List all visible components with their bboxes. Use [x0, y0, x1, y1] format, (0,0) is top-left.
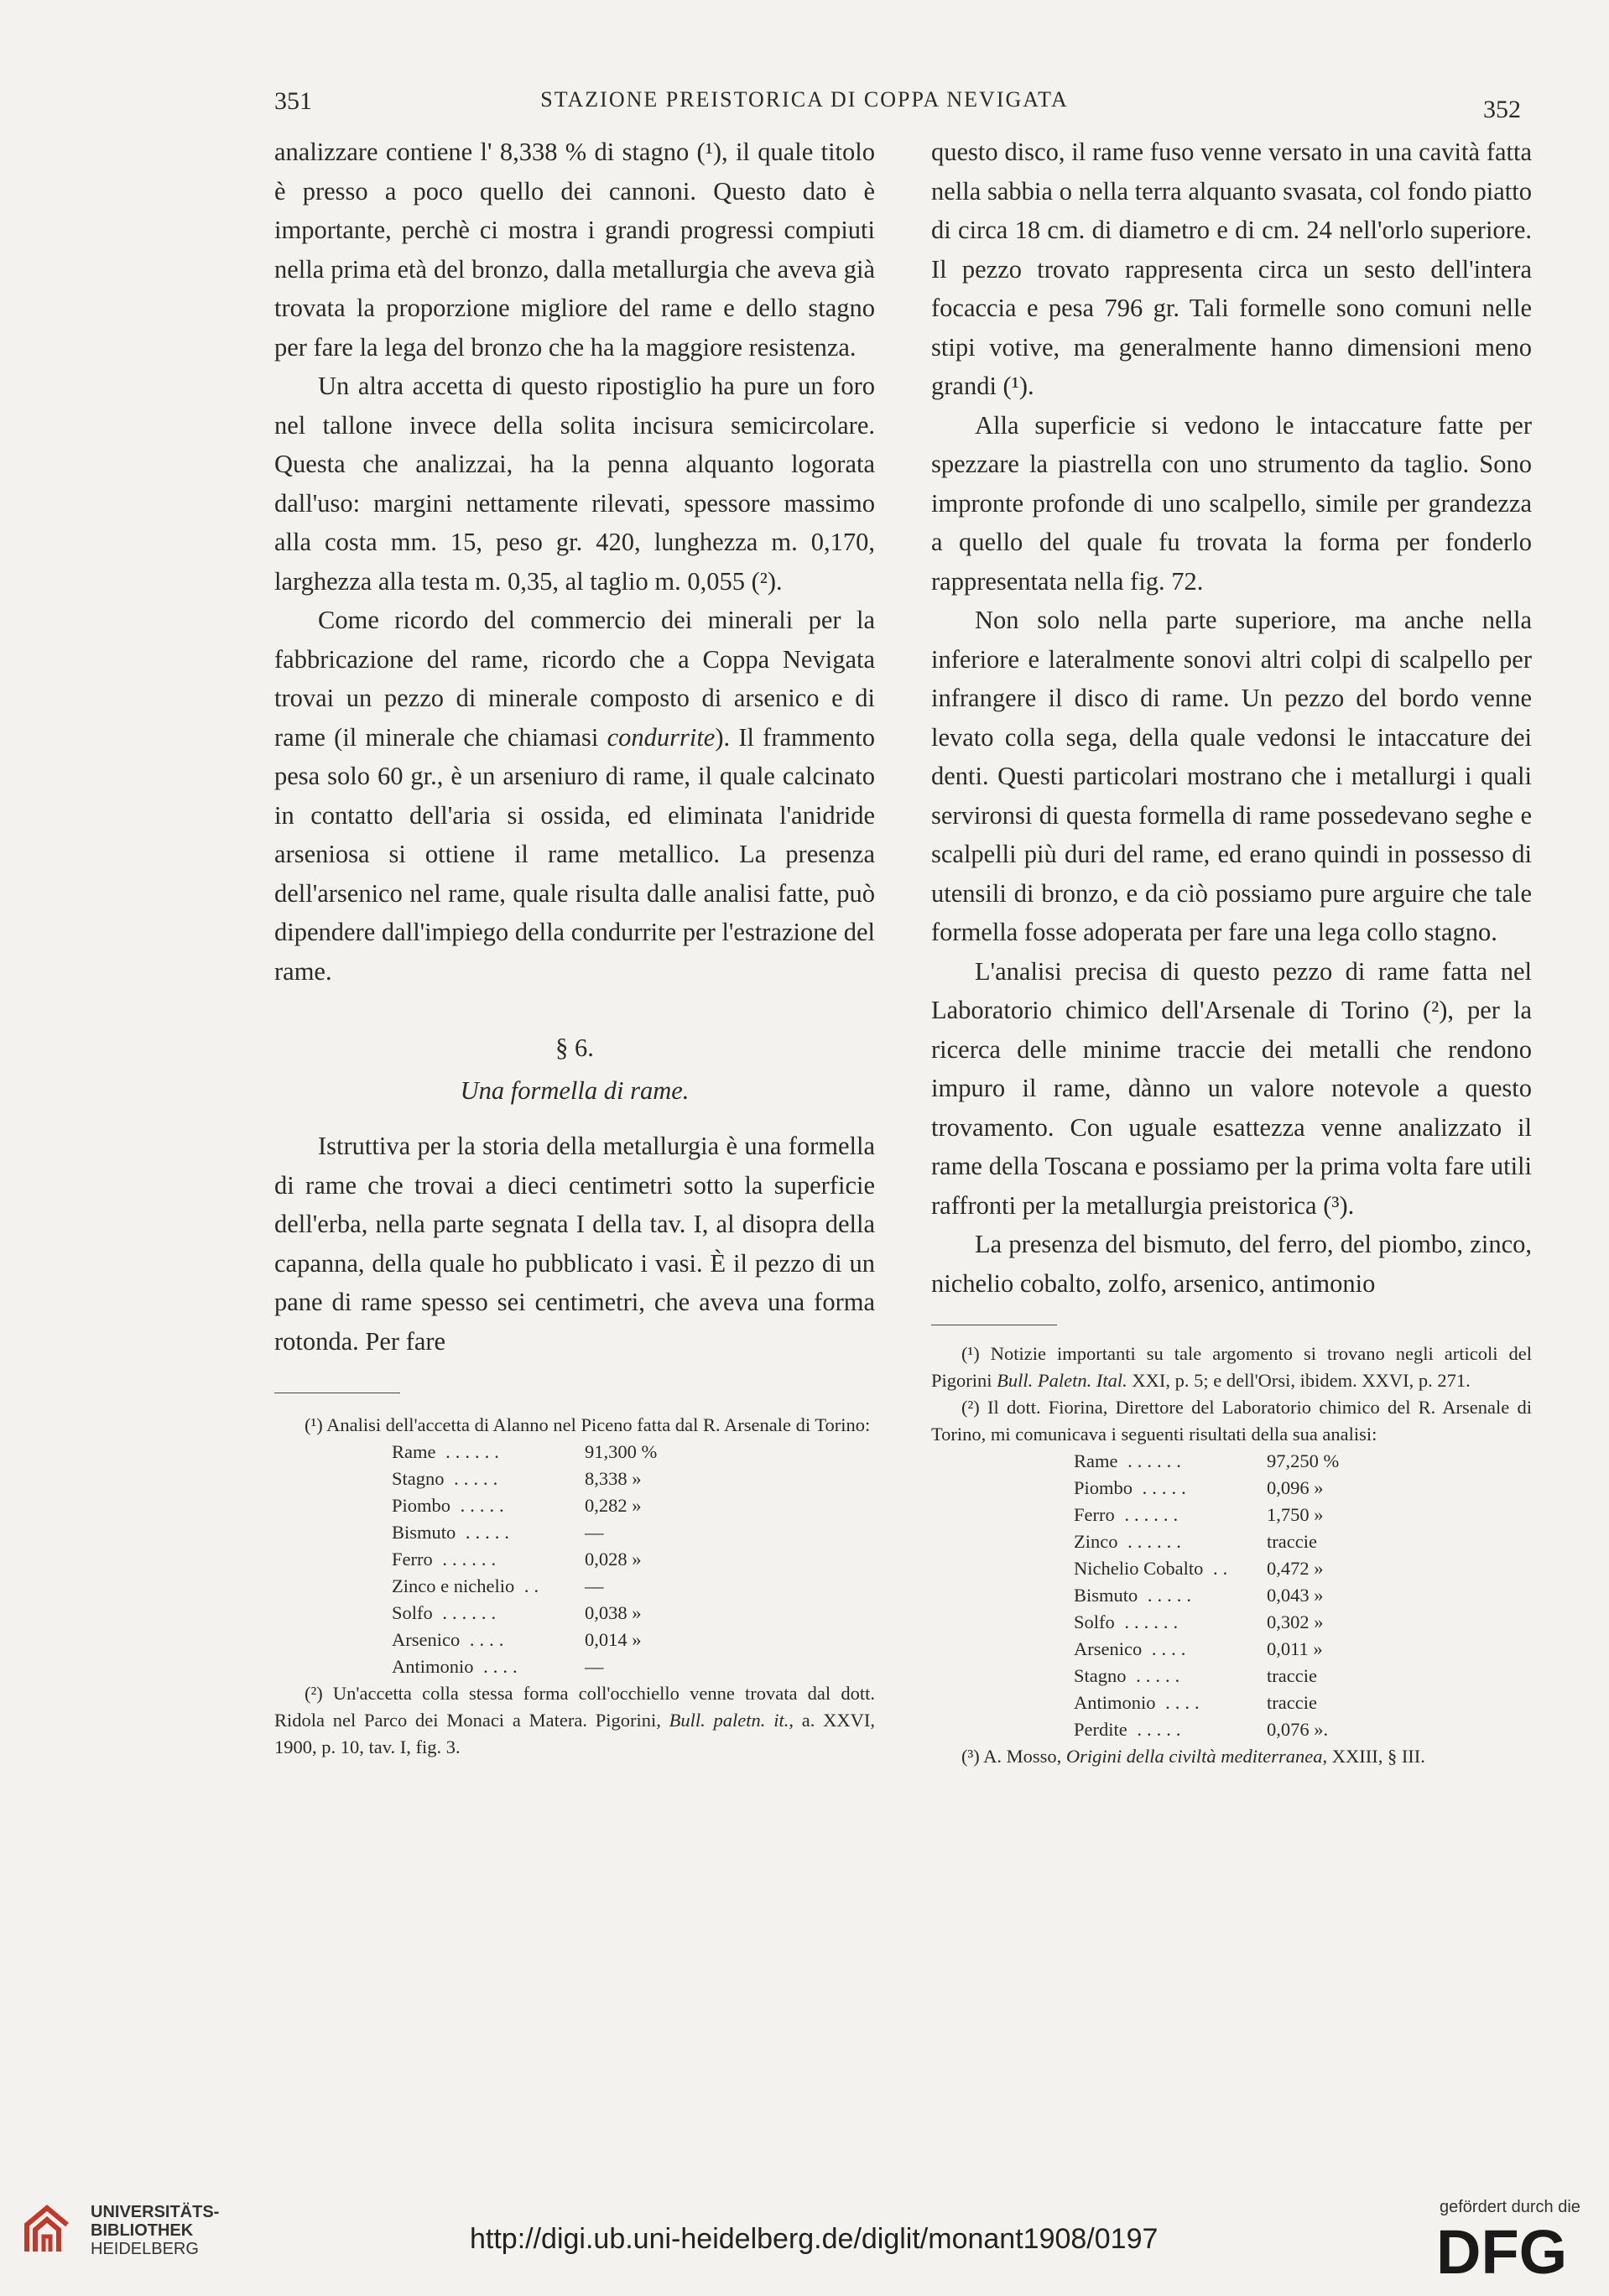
- analysis-row: [392, 1439, 694, 1466]
- right-paragraph-1: questo disco, il rame fuso venne versato in una cavità fatta nella sabbia o nella terra alquanto svasata, col fondo piatto di circa 18 cm. di diametro e di cm. 24 nell'orlo superiore. Il pezzo trovato rappresenta circa un sesto dell'intera focaccia e pesa 796 gr. Tali formelle sono comuni nelle stipi votive, ma generalmente hanno dimensioni meno grandi (¹).: [931, 138, 1532, 400]
- element-value: 0,096 »: [1267, 1477, 1324, 1498]
- element-name: [392, 1466, 578, 1492]
- running-title: STAZIONE PREISTORICA DI COPPA NEVIGATA: [540, 87, 1069, 112]
- leader-dots: ......: [1117, 1531, 1186, 1552]
- leader-dots: ......: [1114, 1611, 1184, 1632]
- footnote-1-intro: (¹) Analisi dell'accetta di Alanno nel Piceno fatta dal R. Arsenale di Torino:: [305, 1414, 871, 1435]
- element-value: traccie: [1267, 1692, 1317, 1713]
- analysis-row: [1074, 1448, 1376, 1475]
- footer-bar: [0, 2181, 1609, 2296]
- element-label: Rame: [392, 1441, 436, 1462]
- element-name: [1074, 1555, 1260, 1582]
- element-value: —: [585, 1522, 604, 1543]
- element-name: [1074, 1609, 1260, 1636]
- analysis-row: [392, 1573, 694, 1600]
- element-name: [1074, 1475, 1260, 1502]
- element-label: Antimonio: [392, 1656, 474, 1677]
- element-label: Piombo: [1074, 1477, 1133, 1498]
- analysis-row: [392, 1466, 694, 1492]
- element-value: —: [585, 1575, 604, 1596]
- right-footnotes: [931, 1341, 1532, 1770]
- footnote-r2-intro: (²) Il dott. Fiorina, Direttore del Laboratorio chimico del R. Arsenale di Torino, mi comunicava i seguenti risultati della sua analisi:: [931, 1397, 1532, 1445]
- element-value: 8,338 »: [585, 1468, 642, 1489]
- left-paragraph-1: analizzare contiene l' 8,338 % di stagno (¹), il quale titolo è presso a poco quello dei cannoni. Questo dato è importante, perchè ci mostra i grandi progressi compiuti nella prima età del bronzo, dalla metallurgia che aveva già trovata la proporzione migliore del rame e dello stagno per fare la lega del bronzo che ha la maggiore resistenza.: [274, 138, 875, 362]
- analysis-row: [1074, 1609, 1376, 1636]
- term-condurrite: condurrite: [607, 722, 716, 752]
- library-line-1: UNIVERSITÄTS-: [91, 2203, 220, 2221]
- element-value: 0,043 »: [1267, 1585, 1324, 1606]
- element-label: Arsenico: [1074, 1638, 1143, 1659]
- left-column: [274, 133, 875, 1761]
- element-label: Ferro: [392, 1549, 433, 1570]
- analysis-row: [392, 1519, 694, 1546]
- left-paragraph-3-a: Come ricordo del commercio dei minerali per la fabbricazione del rame, ricordo che a Coppa Nevigata trovai un pezzo di minerale composto di arsenico e di rame (il minerale che chiamasi: [274, 606, 875, 752]
- footnote-r1: [931, 1341, 1532, 1394]
- element-name: [392, 1600, 578, 1627]
- element-label: Bismuto: [392, 1522, 456, 1543]
- element-name: [1074, 1689, 1260, 1716]
- footnote-r1-b: XXI, p. 5; e dell'Orsi, ibidem. XXVI, p. 271.: [1127, 1370, 1471, 1391]
- leader-dots: ......: [1117, 1450, 1186, 1471]
- element-label: Ferro: [1074, 1504, 1115, 1525]
- leader-dots: .....: [444, 1468, 503, 1489]
- analysis-row: [1074, 1475, 1376, 1502]
- leader-dots: ......: [1114, 1504, 1184, 1525]
- element-value: 0,076 ».: [1267, 1719, 1329, 1740]
- section-title: Una formella di rame.: [460, 1076, 690, 1105]
- analysis-row: [1074, 1502, 1376, 1528]
- element-value: 0,472 »: [1267, 1558, 1324, 1579]
- analysis-row: [392, 1546, 694, 1573]
- element-value: 0,028 »: [585, 1549, 642, 1570]
- leader-dots: ......: [435, 1441, 504, 1462]
- element-name: [392, 1492, 578, 1519]
- running-header: [0, 84, 1609, 126]
- element-value: 0,011 »: [1267, 1638, 1323, 1659]
- element-label: Piombo: [392, 1495, 451, 1516]
- left-footnotes: [274, 1412, 875, 1761]
- leader-dots: ..: [514, 1575, 544, 1596]
- page-number-left: 351: [274, 87, 312, 115]
- left-paragraph-4: Istruttiva per la storia della metallurgia è una formella di rame che trovai a dieci centimetri sotto la superficie dell'erba, nella parte segnata I della tav. I, al disopra della capanna, della quale ho pubblicato i vasi. È il pezzo di un pane di rame spesso sei centimetri, che aveva una forma rotonda. Per fare: [274, 1132, 875, 1356]
- left-paragraph-2: Un altra accetta di questo ripostiglio ha pure un foro nel tallone invece della solita incisura semicircolare. Questa che analizzai, ha la penna alquanto logorata dall'uso: margini nettamente rilevati, spessore massimo alla costa mm. 15, peso gr. 420, lunghezza m. 0,170, larghezza alla testa m. 0,35, al taglio m. 0,055 (²).: [274, 372, 875, 596]
- element-label: Zinco e nichelio: [392, 1575, 515, 1596]
- footnote-r1-a: (¹) Notizie importanti su tale argomento si trovano negli articoli del Pigorini: [931, 1343, 1532, 1391]
- element-label: Perdite: [1074, 1719, 1127, 1740]
- element-value: traccie: [1267, 1665, 1317, 1686]
- element-label: Stagno: [1074, 1665, 1127, 1686]
- library-name: [91, 2203, 219, 2258]
- analysis-row: [1074, 1582, 1376, 1609]
- element-value: 0,038 »: [585, 1602, 642, 1623]
- leader-dots: .....: [450, 1495, 509, 1516]
- analysis-row: [392, 1627, 694, 1653]
- element-name: [1074, 1663, 1260, 1689]
- element-label: Solfo: [1074, 1611, 1115, 1632]
- analysis-row: [1074, 1636, 1376, 1663]
- library-logo-icon: [18, 2200, 76, 2260]
- leader-dots: ......: [432, 1549, 502, 1570]
- dfg-logo-icon: [1436, 2221, 1589, 2280]
- leader-dots: ..: [1203, 1558, 1233, 1579]
- element-label: Arsenico: [392, 1629, 461, 1650]
- element-name: [1074, 1502, 1260, 1528]
- analysis-row: [1074, 1689, 1376, 1716]
- leader-dots: ....: [460, 1629, 509, 1650]
- section-number: § 6.: [555, 1033, 594, 1062]
- analysis-row: [1074, 1528, 1376, 1555]
- analysis-table-alanno: [392, 1439, 694, 1680]
- right-paragraph-3: Non solo nella parte superiore, ma anche nella inferiore e lateralmente sonovi altri colpi di scalpello per infrangere il disco di rame. Un pezzo del bordo venne levato colla sega, della quale vedonsi le intaccature dei denti. Questi particolari mostrano che i metallurgi i quali servironsi di questa formella di rame possedevano seghe e scalpelli più duri del rame, ed erano quindi in possesso di utensili di bronzo, e da ciò possiamo pure arguire che tale formella fosse adoperata per fare una lega collo stagno.: [931, 606, 1532, 946]
- left-paragraph-3: [274, 601, 875, 991]
- element-name: [392, 1653, 578, 1680]
- element-value: 0,282 »: [585, 1495, 642, 1516]
- footnote-2-ref: Bull. paletn. it.: [669, 1710, 789, 1731]
- element-label: Zinco: [1074, 1531, 1118, 1552]
- analysis-row: [1074, 1716, 1376, 1743]
- right-paragraph-4: L'analisi precisa di questo pezzo di rame fatta nel Laboratorio chimico dell'Arsenale di Torino (²), per la ricerca delle minime traccie dei metalli che rendono impuro il rame, dànno un valore notevole a questo trovamento. Con uguale esattezza venne analizzato il rame della Toscana e possiamo per la prima volta fare utili raffronti per la metallurgia preistorica (³).: [931, 956, 1532, 1220]
- leader-dots: ....: [1142, 1638, 1191, 1659]
- left-paragraph-3-b: ). Il frammento pesa solo 60 gr., è un arseniuro di rame, il quale calcinato in contatto dell'aria si ossida, ed eliminata l'anidride arseniosa si ottiene il rame metallico. La presenza dell'arsenico nel rame, quale risulta dalle analisi fatte, può dipendere dall'impiego della condurrite per l'estrazione del rame.: [274, 722, 875, 986]
- element-value: 91,300 %: [585, 1441, 658, 1462]
- element-name: [1074, 1528, 1260, 1555]
- source-url-link[interactable]: http://digi.ub.uni-heidelberg.de/diglit/monant1908/0197: [470, 2223, 1159, 2255]
- leader-dots: .....: [1126, 1665, 1185, 1686]
- leader-dots: .....: [1127, 1719, 1186, 1740]
- footnote-2-a: (²) Un'accetta colla stessa forma coll'occhiello venne trovata dal dott. Ridola nel Parco dei Monaci a Matera. Pigorini,: [274, 1683, 875, 1731]
- footnote-r3: [931, 1743, 1532, 1770]
- analysis-table-formella: [1074, 1448, 1376, 1743]
- element-label: Rame: [1074, 1450, 1118, 1471]
- leader-dots: .....: [1138, 1585, 1197, 1606]
- sponsor-label: gefördert durch die: [1440, 2198, 1580, 2216]
- footnote-r3-a: (³) A. Mosso,: [961, 1746, 1066, 1767]
- leader-dots: ......: [432, 1602, 502, 1623]
- element-name: [1074, 1716, 1260, 1743]
- right-paragraph-2: Alla superficie si vedono le intaccature fatte per spezzare la piastrella con uno strumento da taglio. Sono impronte profonde di uno scalpello, simile per grandezza a quello del quale fu trovata la forma per fonderlo rappresentata nella fig. 72.: [931, 410, 1532, 596]
- element-label: Solfo: [392, 1602, 433, 1623]
- analysis-row: [1074, 1663, 1376, 1689]
- element-label: Antimonio: [1074, 1692, 1156, 1713]
- element-label: Nichelio Cobalto: [1074, 1558, 1204, 1579]
- element-name: [392, 1627, 578, 1653]
- element-value: 0,014 »: [585, 1629, 642, 1650]
- element-value: 0,302 »: [1267, 1611, 1324, 1632]
- leader-dots: .....: [456, 1522, 515, 1543]
- element-name: [1074, 1636, 1260, 1663]
- library-line-2: BIBLIOTHEK: [91, 2221, 194, 2240]
- element-name: [392, 1439, 578, 1466]
- right-paragraph-5: La presenza del bismuto, del ferro, del piombo, zinco, nichelio cobalto, zolfo, arsenico, antimonio: [931, 1230, 1532, 1298]
- footnote-2-b: , a. XXVI, 1900, p. 10, tav. I, fig. 3.: [274, 1710, 875, 1757]
- leader-dots: ....: [473, 1656, 523, 1677]
- element-name: [1074, 1448, 1260, 1475]
- right-column: [931, 133, 1532, 1770]
- footnote-2: [274, 1680, 875, 1761]
- library-line-3: HEIDELBERG: [91, 2240, 199, 2258]
- analysis-row: [392, 1653, 694, 1680]
- element-value: 97,250 %: [1267, 1450, 1340, 1471]
- element-value: 1,750 »: [1267, 1504, 1324, 1525]
- leader-dots: .....: [1133, 1477, 1191, 1498]
- leader-dots: ....: [1155, 1692, 1205, 1713]
- analysis-row: [392, 1492, 694, 1519]
- element-value: traccie: [1267, 1531, 1317, 1552]
- element-name: [392, 1573, 578, 1600]
- analysis-row: [1074, 1555, 1376, 1582]
- analysis-row: [392, 1600, 694, 1627]
- footnote-r3-ref: Origini della civiltà mediterranea: [1065, 1746, 1323, 1767]
- page-number-right: 352: [1483, 96, 1521, 123]
- footnote-r1-ref: Bull. Paletn. Ital.: [997, 1370, 1127, 1391]
- element-label: Stagno: [392, 1468, 445, 1489]
- element-label: Bismuto: [1074, 1585, 1138, 1606]
- dfg-logo-text: DFG: [1436, 2221, 1568, 2280]
- element-name: [392, 1519, 578, 1546]
- footnote-r3-b: , XXIII, § III.: [1322, 1746, 1425, 1767]
- element-name: [1074, 1582, 1260, 1609]
- element-value: —: [585, 1656, 604, 1677]
- element-name: [392, 1546, 578, 1573]
